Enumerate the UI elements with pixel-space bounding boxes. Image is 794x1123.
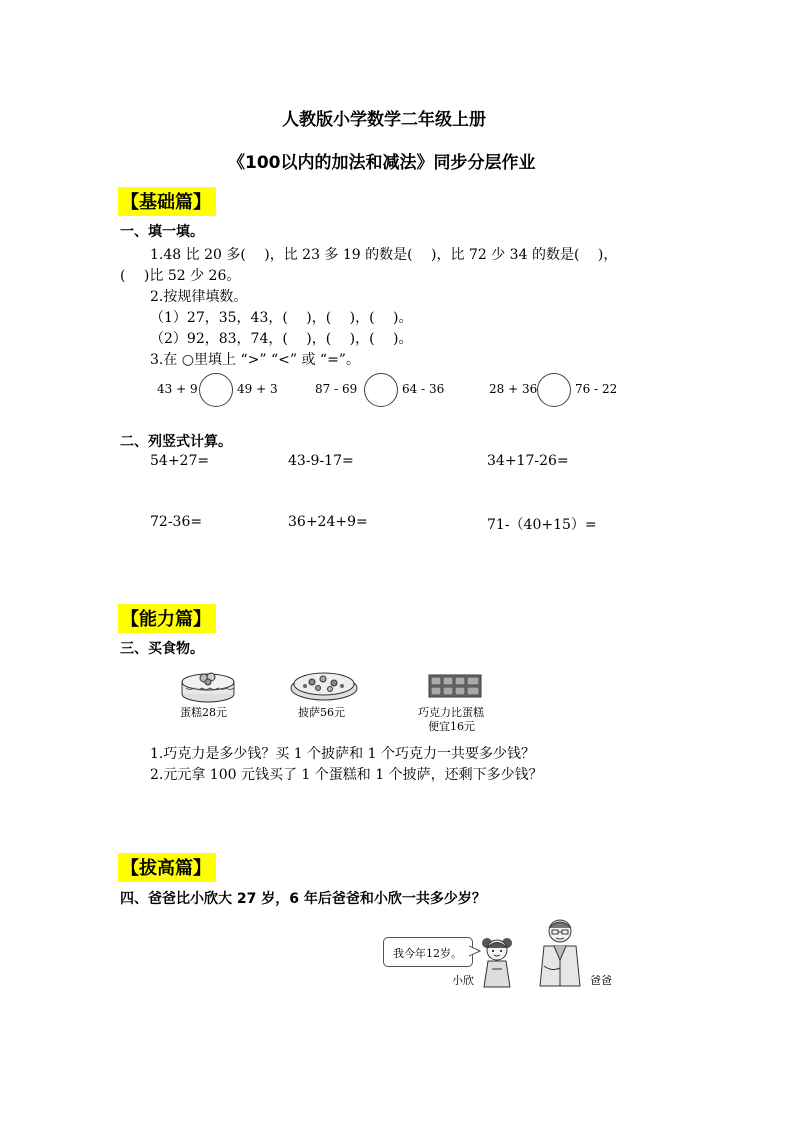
q1-line2: ( )比 52 少 26。 (120, 268, 241, 284)
cake-icon (180, 665, 236, 705)
page-title: 人教版小学数学二年级上册 (282, 110, 486, 130)
calc-item: 43-9-17= (288, 453, 354, 469)
compare-left-2: 87 - 69 (315, 382, 358, 396)
page-subtitle: 《100以内的加法和减法》同步分层作业 (228, 153, 536, 173)
compare-circle-2[interactable] (364, 373, 398, 407)
q1-heading: 一、填一填。 (120, 224, 204, 240)
q2-heading: 二、列竖式计算。 (120, 434, 232, 450)
dad-label: 爸爸 (590, 974, 612, 987)
calc-item: 71-（40+15）= (487, 517, 597, 533)
pizza-icon (290, 668, 358, 702)
q3-line2: 2.元元拿 100 元钱买了 1 个蛋糕和 1 个披萨，还剩下多少钱？ (150, 767, 543, 783)
section-basic: 【基础篇】 (118, 187, 216, 216)
dad-icon (538, 916, 582, 988)
compare-left-1: 43 + 9 (157, 382, 198, 396)
food-caption: 披萨56元 (298, 706, 345, 719)
speech-text: 我今年12岁。 (393, 947, 462, 960)
compare-circle-3[interactable] (537, 373, 571, 407)
section-ability: 【能力篇】 (118, 604, 216, 633)
q1-line5: （2）92，83，74，( )，( )，( )。 (150, 331, 413, 347)
q3-line1: 1.巧克力是多少钱？买 1 个披萨和 1 个巧克力一共要多少钱？ (150, 746, 535, 762)
q4-heading: 四、爸爸比小欣大 27 岁，6 年后爸爸和小欣一共多少岁？ (120, 891, 486, 907)
compare-right-2: 64 - 36 (402, 382, 445, 396)
girl-icon (478, 933, 516, 989)
compare-left-3: 28 + 36 (489, 382, 538, 396)
chocolate-icon (428, 674, 482, 698)
calc-item: 72-36= (150, 514, 203, 530)
food-caption: 蛋糕28元 (180, 706, 227, 719)
q1-line1: 1.48 比 20 多( )，比 23 多 19 的数是( )，比 72 少 34 的数是( )， (150, 247, 618, 263)
food-caption: 便宜16元 (428, 720, 475, 733)
compare-right-3: 76 - 22 (575, 382, 618, 396)
q1-line3: 2.按规律填数。 (150, 289, 248, 305)
calc-item: 34+17-26= (487, 453, 569, 469)
food-caption: 巧克力比蛋糕 (418, 706, 484, 719)
calc-item: 54+27= (150, 453, 210, 469)
q3-heading: 三、买食物。 (120, 641, 204, 657)
girl-label: 小欣 (452, 974, 474, 987)
q1-line6: 3.在 ○里填上 “>” “<” 或 “=”。 (150, 352, 360, 368)
compare-circle-1[interactable] (199, 373, 233, 407)
calc-item: 36+24+9= (288, 514, 368, 530)
compare-right-1: 49 + 3 (237, 382, 278, 396)
q1-line4: （1）27，35，43，( )，( )，( )。 (150, 310, 413, 326)
section-advanced: 【拔高篇】 (118, 853, 216, 882)
